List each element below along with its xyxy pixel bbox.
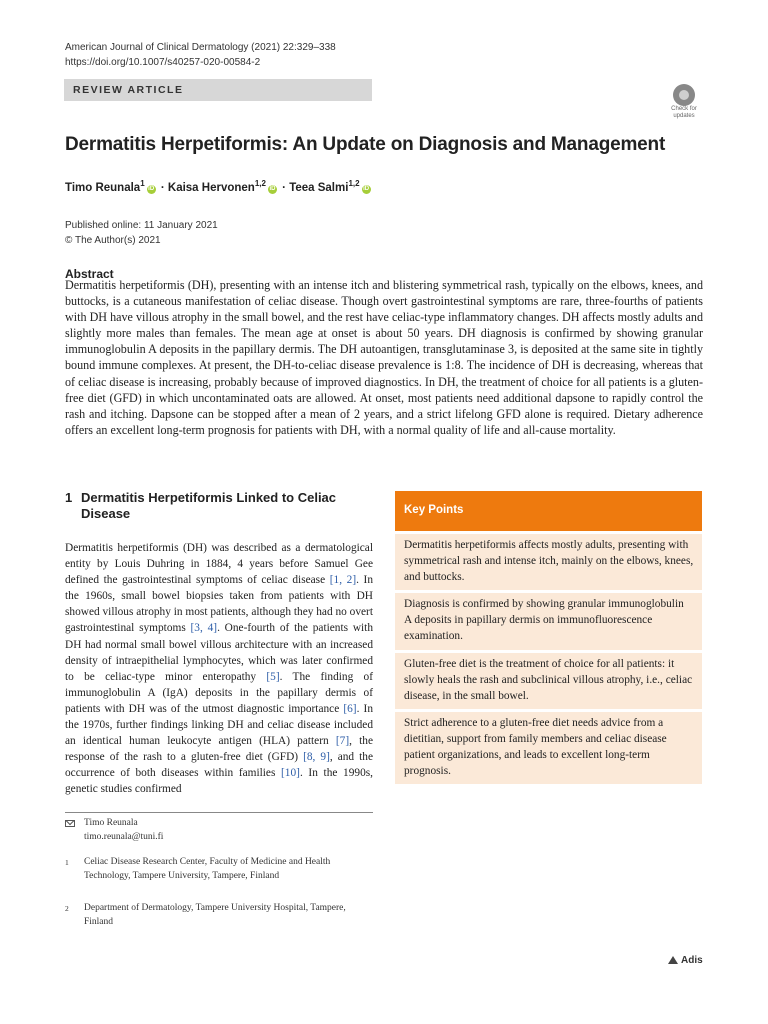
check-badge-line2: updates <box>673 113 695 119</box>
abstract-heading: Abstract <box>65 267 114 281</box>
article-title: Dermatitis Herpetiformis: An Update on Diagnosis and Management <box>65 134 666 155</box>
citation-link[interactable]: [7] <box>335 735 350 748</box>
key-point-item: Gluten-free diet is the treatment of choice for all patients: it slowly heals the rash and subclinical villous atrophy, i.e., celiac disease, in the small bowel. <box>395 653 702 709</box>
key-point-item: Diagnosis is confirmed by showing granular immunoglobulin A deposits in papillary dermis on immunofluorescence examination. <box>395 593 702 649</box>
author-list <box>65 179 373 194</box>
key-points-header <box>395 491 702 531</box>
corresponding-author-name: Timo Reunala <box>84 818 138 828</box>
section-title-line1: Dermatitis Herpetiformis Linked to Celiac <box>81 490 337 505</box>
check-for-updates-badge[interactable] <box>666 84 702 124</box>
publication-info <box>65 218 218 248</box>
citation-link[interactable]: [3, 4] <box>190 622 218 635</box>
check-badge-line1: Check for <box>671 106 697 112</box>
body-text-run: . In the 1990s, genetic studies confirmed <box>65 767 373 796</box>
key-points-heading: Key Points <box>404 504 464 516</box>
citation-link[interactable]: [5] <box>266 670 280 683</box>
orcid-icon[interactable]: iD <box>363 185 370 192</box>
citation-link[interactable]: [10] <box>281 767 300 780</box>
affiliation-text: Department of Dermatology, Tampere University Hospital, Tampere, Finland <box>84 903 346 927</box>
published-date: Published online: 11 January 2021 <box>65 220 218 231</box>
author-name: Kaisa Hervonen <box>167 181 255 194</box>
author-affiliation: 1,2 <box>254 179 266 188</box>
footnote-divider <box>65 812 373 813</box>
body-text-run: , and the occurrence of both diseases within families <box>65 751 374 780</box>
citation-link[interactable]: [6] <box>343 702 357 715</box>
article-type-bar <box>64 79 372 101</box>
body-text-run: . In the 1960s, small bowel biopsies taken from patients with DH showed villous atrophy in most patients, although they had no overt gastrointestinal symptoms <box>65 574 374 635</box>
key-points-box <box>395 491 702 784</box>
body-text-run: . One-fourth of the patients with DH had normal small bowel villous architecture with an increased density of intraepithelial lymphocytes, which was later confirmed to be celiac-type minor enteropathy <box>65 622 373 683</box>
author-name: Teea Salmi <box>289 181 349 194</box>
body-text-run: Dermatitis herpetiformis (DH) was described as a dermatological entity by Louis Duhring in 1884, 4 years before Samuel Gee defined the gastrointestinal symptoms of celiac disease <box>65 542 373 587</box>
affiliation-mark: 2 <box>65 904 69 913</box>
corresponding-author-email[interactable]: timo.reunala@tuni.fi <box>84 831 164 842</box>
envelope-icon <box>65 820 75 827</box>
citation-link[interactable]: [8, 9] <box>303 751 330 764</box>
section-body <box>65 540 373 798</box>
section-number: 1 <box>65 490 73 505</box>
orcid-icon[interactable]: iD <box>269 185 276 192</box>
affiliation-footnote <box>65 856 335 883</box>
copyright-notice: © The Author(s) 2021 <box>65 235 161 246</box>
affiliation-text: Celiac Disease Research Center, Faculty of Medicine and Health Technology, Tampere University, Tampere, Finland <box>84 857 331 881</box>
author-name: Timo Reunala <box>65 181 141 194</box>
key-point-item: Dermatitis herpetiformis affects mostly adults, presenting with symmetrical rash and intense itch, mainly on the elbows, knees, and buttocks. <box>395 534 702 590</box>
doi-link[interactable]: https://doi.org/10.1007/s40257-020-00584-2 <box>65 57 261 68</box>
citation-link[interactable]: [1, 2] <box>329 574 357 587</box>
key-point-item: Strict adherence to a gluten-free diet needs advice from a dietitian, support from family members and celiac disease patient organizations, and leads to excellent long-term prognosis. <box>395 712 702 784</box>
body-text-run: . In the 1970s, further findings linking DH and celiac disease included an identical human leukocyte antigen (HLA) pattern <box>65 702 373 748</box>
author-separator: · <box>157 181 168 194</box>
author-affiliation: 1,2 <box>348 179 360 188</box>
adis-triangle-icon <box>668 956 678 964</box>
publisher-logo <box>668 955 703 966</box>
check-for-updates-icon <box>673 84 695 106</box>
section-heading <box>65 490 385 522</box>
body-text-run: . The finding of immunoglobulin A (IgA) deposits in the papillary dermis of patients with DH was of the utmost diagnostic importance <box>65 670 373 715</box>
abstract-text: Dermatitis herpetiformis (DH), presenting with an intense itch and blistering symmetrical rash, typically on the elbows, knees, and buttocks, is a cutaneous manifestation of celiac disease. Though overt gastrointestinal symptoms are rare, three-fourths of patients with DH have villous atrophy in the small bowel, and the rest have celiac-type inflammatory changes. DH affects mostly adults and slightly more males than females. The mean age at onset is about 50 years. DH diagnosis is confirmed by showing granular immunoglobulin A deposits in the papillary dermis. The DH autoantigen, transglutaminase 3, is deposited at the same site in tightly bound immune complexes. At present, the DH-to-celiac disease prevalence is 1:8. The incidence of DH is decreasing, whereas that of celiac disease is increasing, probably because of improved diagnostics. In DH, the treatment of choice for all patients is a gluten-free diet (GFD) in which uncontaminated oats are allowed. At onset, most patients need additional dapsone to rapidly control the rash and itching. Dapsone can be stopped after a mean of 2 years, and a strict lifelong GFD alone is required. Dietary adherence offers an excellent long-term prognosis for patients with DH, with a normal quality of life and all-cause mortality. <box>65 278 703 437</box>
journal-citation: American Journal of Clinical Dermatology (2021) 22:329–338 <box>65 42 336 53</box>
author-affiliation: 1 <box>140 179 145 188</box>
affiliation-mark: 1 <box>65 858 69 867</box>
body-text-run: , the response of the rash to a gluten-free diet (GFD) <box>65 735 374 764</box>
author-separator: · <box>278 181 290 194</box>
publisher-name: Adis <box>681 955 703 966</box>
section-title-line2: Disease <box>81 506 131 521</box>
orcid-icon[interactable]: iD <box>148 185 155 192</box>
article-type-label: REVIEW ARTICLE <box>73 84 184 96</box>
journal-header <box>65 40 336 70</box>
affiliation-footnote <box>65 902 365 929</box>
corresponding-author <box>65 817 373 844</box>
